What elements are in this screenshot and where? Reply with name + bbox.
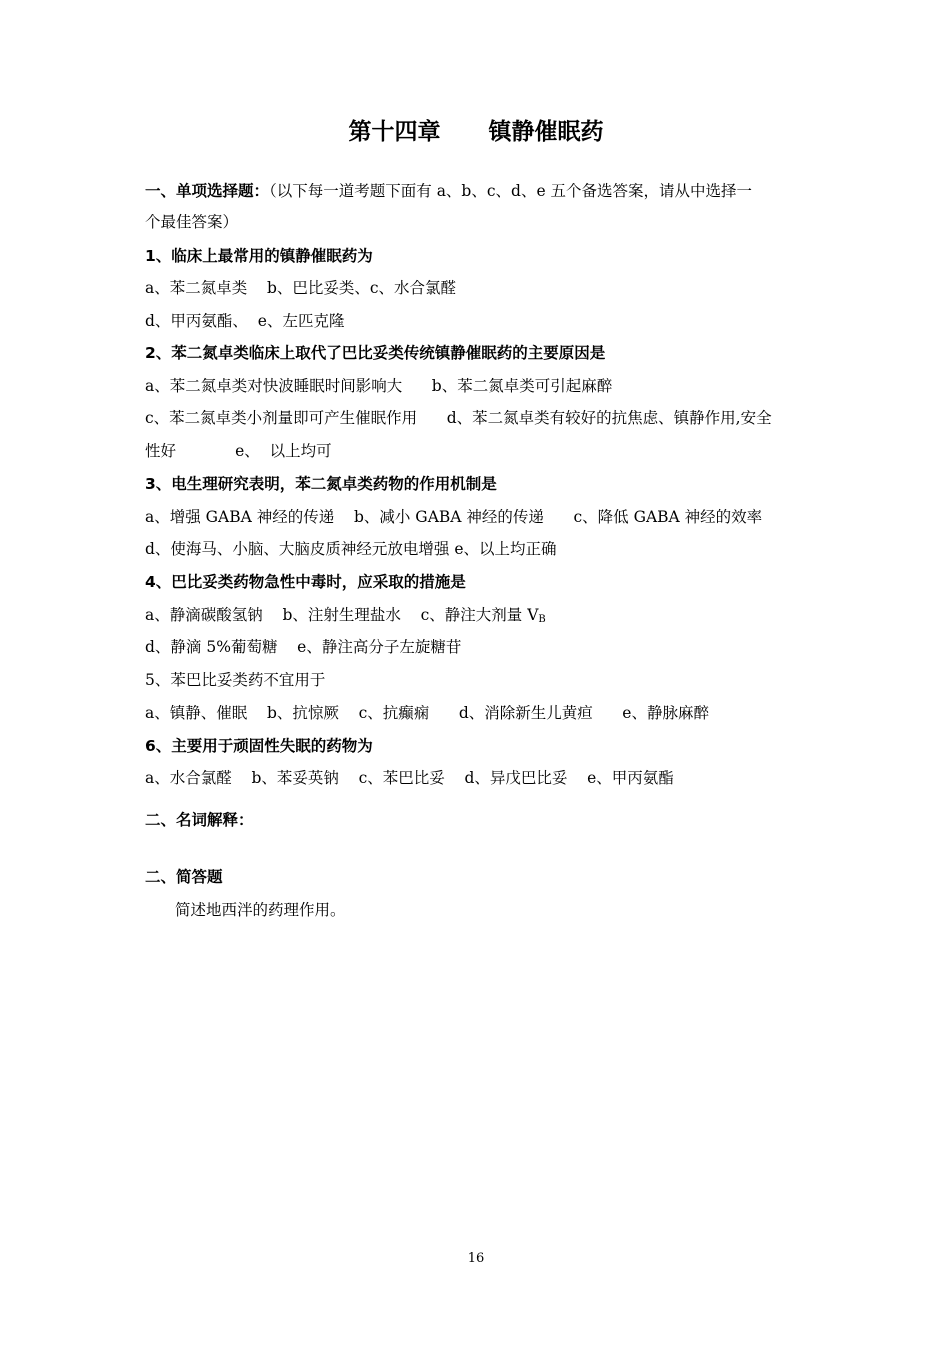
question-3-stem: 3、电生理研究表明，苯二氮卓类药物的作用机制是 [145,475,497,493]
question-2-options: a、苯二氮卓类对快波睡眠时间影响大 b、苯二氮卓类可引起麻醉 [145,377,613,395]
chapter-title: 第十四章 镇静催眠药 [348,119,604,145]
question-6-options: a、水合氯醛 b、苯妥英钠 c、苯巴比妥 d、异戊巴比妥 e、甲丙氨酯 [145,769,674,787]
section2-heading: 二、名词解释： [145,811,254,829]
question-5-stem: 5、苯巴比妥类药不宜用于 [145,671,326,689]
question-5-options: a、镇静、催眠 b、抗惊厥 c、抗癫痫 d、消除新生儿黄疸 e、静脉麻醉 [145,704,709,722]
question-4-options: d、静滴 5%葡萄糖 e、静注高分子左旋糖苷 [145,638,462,656]
section1-instruction: （以下每一道考题下面有 a、b、c、d、e 五个备选答案，请从中选择一 [269,182,753,200]
section1-instruction-cont: 个最佳答案） [145,213,239,231]
section1-intro [145,181,752,201]
section1-heading: 一、单项选择题： [145,182,270,200]
question-2-stem: 2、苯二氮卓类临床上取代了巴比妥类传统镇静催眠药的主要原因是 [145,344,606,362]
question-1-stem: 1、临床上最常用的镇静催眠药为 [145,247,373,265]
question-4-stem: 4、巴比妥类药物急性中毒时，应采取的措施是 [145,573,466,591]
subscript: B [538,614,546,625]
question-3-options: a、增强 GABA 神经的传递 b、减小 GABA 神经的传递 c、降低 GABA 神经的效率 [145,508,763,526]
page-number: 16 [467,1251,485,1266]
question-4-options-text: a、静滴碳酸氢钠 b、注射生理盐水 c、静注大剂量 V [145,606,539,624]
question-2-options: 性好 e、 以上均可 [145,442,332,460]
question-6-stem: 6、主要用于顽固性失眠的药物为 [145,737,373,755]
question-4-options [145,605,546,628]
question-3-options: d、使海马、小脑、大脑皮质神经元放电增强 e、以上均正确 [145,540,557,558]
section3-heading: 二、简答题 [145,868,223,886]
short-answer-question: 简述地西泮的药理作用。 [175,901,346,919]
question-1-options: d、甲丙氨酯、 e、左匹克隆 [145,312,345,330]
question-1-options: a、苯二氮卓类 b、巴比妥类、c、水合氯醛 [145,279,457,297]
question-2-options: c、苯二氮卓类小剂量即可产生催眠作用 d、苯二氮卓类有较好的抗焦虑、镇静作用,安全 [145,409,772,427]
